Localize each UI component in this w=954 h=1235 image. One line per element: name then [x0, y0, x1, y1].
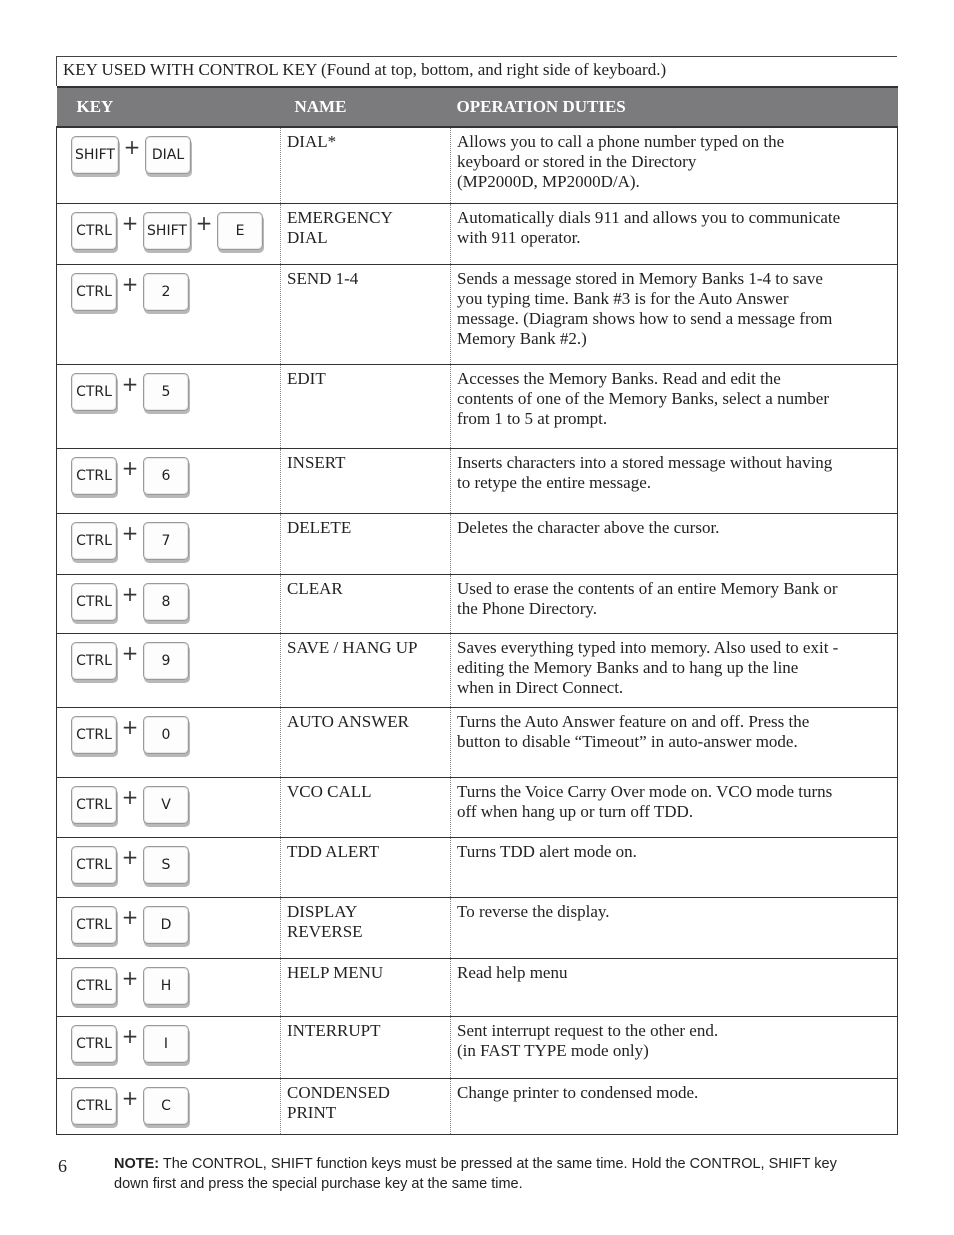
key-combination-cell	[57, 513, 281, 574]
key-combination	[71, 373, 280, 411]
operation-line: button to disable “Timeout” in auto-answer mode.	[457, 731, 798, 751]
key-combination-cell	[57, 897, 281, 958]
keycap-ctrl: CTRL	[71, 846, 117, 884]
table-header-row	[57, 87, 898, 127]
note-label: NOTE:	[114, 1156, 160, 1172]
key-combination-cell	[57, 448, 281, 513]
plus-sign: +	[121, 520, 139, 545]
table-row	[57, 448, 898, 513]
table-row	[57, 1078, 898, 1134]
table-row	[57, 364, 898, 448]
operation-line: Turns the Voice Carry Over mode on. VCO mode turns	[457, 781, 833, 801]
keycap-dial: DIAL	[145, 136, 191, 174]
key-combination	[71, 906, 280, 944]
function-name: INSERT	[281, 448, 451, 513]
note-text: The CONTROL, SHIFT function keys must be pressed at the same time. Hold the CONTROL, SHIFT key down first and press the special purchase key at the same time.	[114, 1156, 837, 1192]
plus-sign: +	[121, 714, 139, 739]
plus-sign: +	[121, 210, 139, 235]
table-row	[57, 574, 898, 633]
header-name: NAME	[281, 87, 451, 127]
function-name: DELETE	[281, 513, 451, 574]
key-combination	[71, 716, 280, 754]
header-key: KEY	[57, 87, 281, 127]
plus-sign: +	[121, 904, 139, 929]
key-combination	[71, 846, 280, 884]
page-number: 6	[58, 1156, 67, 1176]
table-row	[57, 513, 898, 574]
operation-line: Change printer to condensed mode.	[457, 1082, 699, 1102]
keycap-shift: SHIFT	[143, 212, 191, 250]
footnote	[114, 1154, 854, 1194]
table-row	[57, 837, 898, 897]
operation-line: message. (Diagram shows how to send a message from	[457, 308, 833, 328]
plus-sign: +	[121, 1023, 139, 1048]
keycap-2: 2	[143, 273, 189, 311]
table-row	[57, 777, 898, 837]
operation-line: Memory Bank #2.)	[457, 328, 587, 348]
function-name: DIAL*	[281, 127, 451, 203]
key-combination-cell	[57, 127, 281, 203]
keycap-6: 6	[143, 457, 189, 495]
operation-line: when in Direct Connect.	[457, 677, 624, 697]
operation-line: the Phone Directory.	[457, 598, 598, 618]
table-row	[57, 1016, 898, 1078]
key-combination-cell	[57, 707, 281, 777]
operation-duties	[451, 633, 898, 707]
keycap-9: 9	[143, 642, 189, 680]
operation-line: contents of one of the Memory Banks, select a number	[457, 388, 830, 408]
operation-duties	[451, 264, 898, 364]
keycap-ctrl: CTRL	[71, 373, 117, 411]
operation-line: Turns the Auto Answer feature on and off. Press the	[457, 711, 810, 731]
keycap-s: S	[143, 846, 189, 884]
operation-line: Turns TDD alert mode on.	[457, 841, 637, 861]
keycap-c: C	[143, 1087, 189, 1125]
function-name: DISPLAY REVERSE	[281, 897, 451, 958]
table-row	[57, 633, 898, 707]
key-combination	[71, 583, 280, 621]
function-name: VCO CALL	[281, 777, 451, 837]
keycap-ctrl: CTRL	[71, 583, 117, 621]
key-combination	[71, 967, 280, 1005]
operation-line: off when hang up or turn off TDD.	[457, 801, 694, 821]
plus-sign: +	[121, 271, 139, 296]
key-combination-cell	[57, 837, 281, 897]
key-combination-cell	[57, 1016, 281, 1078]
keycap-e: E	[217, 212, 263, 250]
plus-sign: +	[121, 581, 139, 606]
operation-line: to retype the entire message.	[457, 472, 652, 492]
keycap-5: 5	[143, 373, 189, 411]
key-combination	[71, 273, 280, 311]
keycap-ctrl: CTRL	[71, 906, 117, 944]
function-name: CONDENSED PRINT	[281, 1078, 451, 1134]
function-name: HELP MENU	[281, 958, 451, 1016]
function-name: EMERGENCY DIAL	[281, 203, 451, 264]
plus-sign: +	[121, 784, 139, 809]
operation-duties	[451, 837, 898, 897]
keycap-ctrl: CTRL	[71, 212, 117, 250]
keycap-8: 8	[143, 583, 189, 621]
keycap-ctrl: CTRL	[71, 1025, 117, 1063]
table-row	[57, 897, 898, 958]
function-name: INTERRUPT	[281, 1016, 451, 1078]
plus-sign: +	[121, 640, 139, 665]
function-name: EDIT	[281, 364, 451, 448]
key-combination	[71, 1025, 280, 1063]
function-name: SEND 1-4	[281, 264, 451, 364]
table-caption: KEY USED WITH CONTROL KEY (Found at top, bottom, and right side of keyboard.)	[56, 56, 897, 86]
keycap-ctrl: CTRL	[71, 716, 117, 754]
keycap-0: 0	[143, 716, 189, 754]
table-body	[57, 127, 898, 1134]
operation-duties	[451, 897, 898, 958]
keycap-ctrl: CTRL	[71, 786, 117, 824]
plus-sign: +	[121, 965, 139, 990]
operation-line: Accesses the Memory Banks. Read and edit the	[457, 368, 781, 388]
operation-line: you typing time. Bank #3 is for the Auto Answer	[457, 288, 789, 308]
table-row	[57, 264, 898, 364]
operation-line: Deletes the character above the cursor.	[457, 517, 720, 537]
operation-line: Used to erase the contents of an entire Memory Bank or	[457, 578, 838, 598]
keycap-shift: SHIFT	[71, 136, 119, 174]
key-combination-cell	[57, 203, 281, 264]
control-key-table	[56, 86, 898, 1135]
key-combination-cell	[57, 264, 281, 364]
operation-line: editing the Memory Banks and to hang up the line	[457, 657, 799, 677]
plus-sign: +	[121, 455, 139, 480]
keycap-ctrl: CTRL	[71, 273, 117, 311]
key-combination-cell	[57, 958, 281, 1016]
operation-duties	[451, 777, 898, 837]
operation-line: Automatically dials 911 and allows you to communicate	[457, 207, 841, 227]
operation-duties	[451, 448, 898, 513]
operation-line: Sent interrupt request to the other end.	[457, 1020, 719, 1040]
keycap-h: H	[143, 967, 189, 1005]
keycap-ctrl: CTRL	[71, 967, 117, 1005]
plus-sign: +	[121, 844, 139, 869]
keycap-7: 7	[143, 522, 189, 560]
operation-line: with 911 operator.	[457, 227, 581, 247]
table-row	[57, 958, 898, 1016]
key-combination-cell	[57, 364, 281, 448]
key-combination-cell	[57, 633, 281, 707]
operation-duties	[451, 707, 898, 777]
keycap-ctrl: CTRL	[71, 642, 117, 680]
operation-line: (in FAST TYPE mode only)	[457, 1040, 649, 1060]
keycap-i: I	[143, 1025, 189, 1063]
key-combination	[71, 786, 280, 824]
operation-duties	[451, 574, 898, 633]
function-name: TDD ALERT	[281, 837, 451, 897]
key-combination	[71, 642, 280, 680]
keycap-v: V	[143, 786, 189, 824]
key-combination	[71, 136, 280, 174]
keycap-ctrl: CTRL	[71, 522, 117, 560]
operation-duties	[451, 203, 898, 264]
key-combination	[71, 212, 280, 250]
operation-line: (MP2000D, MP2000D/A).	[457, 172, 640, 191]
keycap-d: D	[143, 906, 189, 944]
function-name: SAVE / HANG UP	[281, 633, 451, 707]
plus-sign: +	[195, 210, 213, 235]
key-combination-cell	[57, 574, 281, 633]
key-combination	[71, 457, 280, 495]
keycap-ctrl: CTRL	[71, 457, 117, 495]
operation-line: keyboard or stored in the Directory	[457, 152, 697, 171]
table-row	[57, 127, 898, 203]
key-combination-cell	[57, 1078, 281, 1134]
plus-sign: +	[121, 1085, 139, 1110]
plus-sign: +	[121, 371, 139, 396]
operation-line: Allows you to call a phone number typed on the	[457, 132, 785, 151]
operation-duties	[451, 513, 898, 574]
plus-sign: +	[123, 135, 141, 159]
key-combination	[71, 522, 280, 560]
key-combination-cell	[57, 777, 281, 837]
operation-line: Read help menu	[457, 962, 568, 982]
operation-duties	[451, 1078, 898, 1134]
header-operation-duties: OPERATION DUTIES	[451, 87, 898, 127]
operation-line: Inserts characters into a stored message without having	[457, 452, 833, 472]
operation-duties	[451, 364, 898, 448]
operation-duties	[451, 127, 898, 203]
operation-line: Saves everything typed into memory. Also used to exit -	[457, 637, 839, 657]
operation-line: Sends a message stored in Memory Banks 1-4 to save	[457, 268, 823, 288]
function-name: AUTO ANSWER	[281, 707, 451, 777]
operation-line: from 1 to 5 at prompt.	[457, 408, 608, 428]
operation-duties	[451, 1016, 898, 1078]
operation-line: To reverse the display.	[457, 901, 610, 921]
operation-duties	[451, 958, 898, 1016]
table-row	[57, 707, 898, 777]
key-combination	[71, 1087, 280, 1125]
table-row	[57, 203, 898, 264]
function-name: CLEAR	[281, 574, 451, 633]
keycap-ctrl: CTRL	[71, 1087, 117, 1125]
